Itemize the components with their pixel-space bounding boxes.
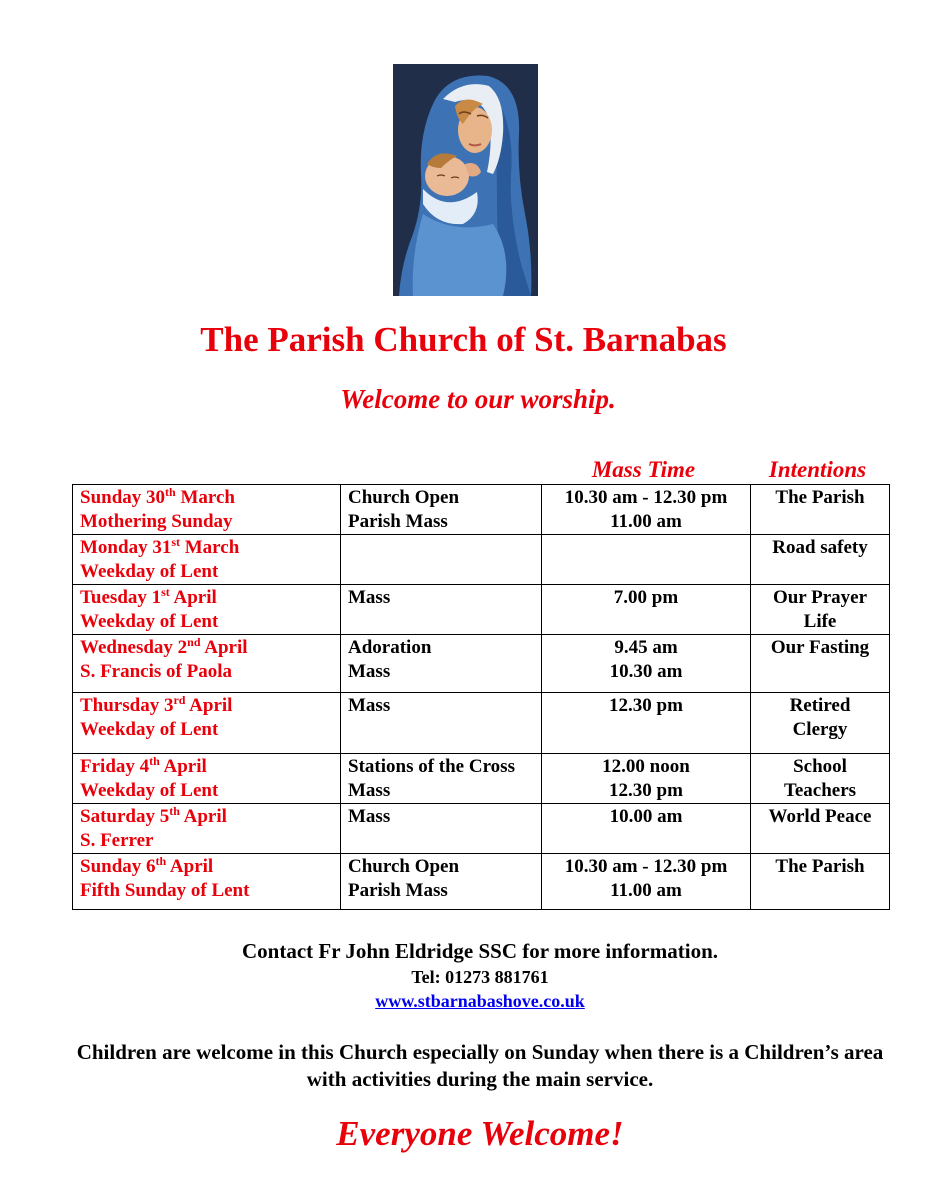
table-row [73, 804, 890, 854]
time-cell: 12.30 pm [542, 693, 751, 754]
table-row [73, 635, 890, 693]
service-cell [341, 535, 542, 585]
intention-cell: Our Prayer Life [751, 585, 890, 635]
service-cell: Church Open Parish Mass [341, 485, 542, 535]
madonna-and-child-painting [393, 64, 538, 296]
time-cell: 7.00 pm [542, 585, 751, 635]
mass-schedule-table [72, 484, 890, 910]
day-cell: Wednesday 2nd April S. Francis of Paola [73, 635, 341, 693]
time-cell [542, 535, 751, 585]
children-notice: Children are welcome in this Church especially on Sunday when there is a Children’s area with activities during the main service. [76, 1040, 884, 1091]
table-row [73, 754, 890, 804]
service-cell: Church Open Parish Mass [341, 854, 542, 910]
time-cell: 10.30 am - 12.30 pm 11.00 am [542, 485, 751, 535]
time-cell: 12.00 noon 12.30 pm [542, 754, 751, 804]
website-link-container [0, 990, 927, 1012]
table-row [73, 485, 890, 535]
service-cell: Adoration Mass [341, 635, 542, 693]
intentions-header: Intentions [768, 457, 867, 482]
table-row [73, 693, 890, 754]
intention-cell: World Peace [751, 804, 890, 854]
time-cell: 9.45 am 10.30 am [542, 635, 751, 693]
time-cell: 10.30 am - 12.30 pm 11.00 am [542, 854, 751, 910]
mass-time-header: Mass Time [591, 457, 696, 482]
service-cell: Mass [341, 585, 542, 635]
intention-cell: The Parish [751, 854, 890, 910]
day-cell: Monday 31st March Weekday of Lent [73, 535, 341, 585]
intention-cell: Retired Clergy [751, 693, 890, 754]
intention-cell: The Parish [751, 485, 890, 535]
contact-line: Contact Fr John Eldridge SSC for more information. [242, 939, 718, 963]
day-cell: Saturday 5th April S. Ferrer [73, 804, 341, 854]
telephone: Tel: 01273 881761 [411, 967, 549, 987]
page-title: The Parish Church of St. Barnabas [200, 320, 727, 359]
service-cell: Stations of the Cross Mass [341, 754, 542, 804]
page-subtitle: Welcome to our worship. [340, 384, 616, 414]
table-row [73, 585, 890, 635]
day-cell: Tuesday 1st April Weekday of Lent [73, 585, 341, 635]
service-cell: Mass [341, 804, 542, 854]
website-link[interactable]: www.stbarnabashove.co.uk [375, 991, 585, 1011]
intention-cell: Road safety [751, 535, 890, 585]
table-row [73, 535, 890, 585]
service-cell: Mass [341, 693, 542, 754]
table-row [73, 854, 890, 910]
day-cell: Sunday 6th April Fifth Sunday of Lent [73, 854, 341, 910]
intention-cell: School Teachers [751, 754, 890, 804]
day-cell: Thursday 3rd April Weekday of Lent [73, 693, 341, 754]
day-cell: Sunday 30th March Mothering Sunday [73, 485, 341, 535]
time-cell: 10.00 am [542, 804, 751, 854]
intention-cell: Our Fasting [751, 635, 890, 693]
everyone-welcome: Everyone Welcome! [336, 1114, 624, 1153]
day-cell: Friday 4th April Weekday of Lent [73, 754, 341, 804]
